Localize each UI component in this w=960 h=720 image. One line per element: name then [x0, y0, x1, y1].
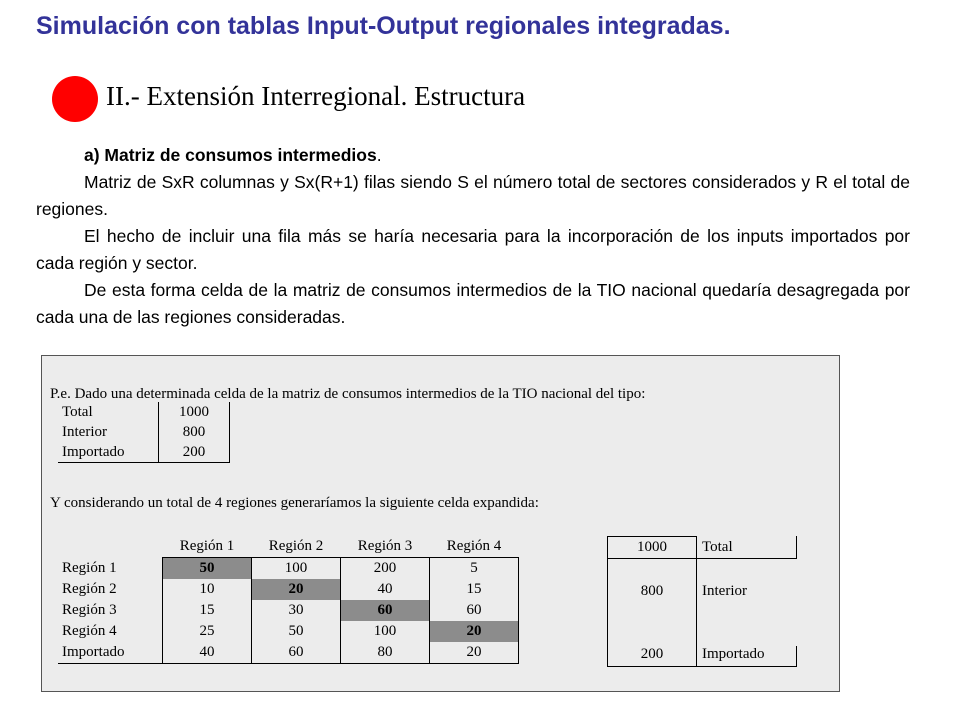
- cell-value: 20: [430, 642, 519, 664]
- totals-right-edge-top: [796, 536, 797, 558]
- figure-intro: P.e. Dado una determinada celda de la matriz de consumos intermedios de la TIO nacional del tipo:: [50, 386, 646, 402]
- totals-divider-right: [697, 558, 797, 559]
- table-row: [58, 402, 230, 422]
- table-row: [58, 558, 519, 580]
- cell-value: 100: [252, 558, 341, 580]
- row-label: Importado: [58, 442, 159, 463]
- totals-bottom-line: [697, 666, 797, 667]
- table-row: [58, 422, 230, 442]
- importado-label: Importado: [702, 646, 765, 662]
- row-label: Total: [62, 403, 93, 420]
- interior-value: 800: [640, 583, 664, 599]
- slide-title: Simulación con tablas Input-Output regionales integradas.: [36, 12, 731, 40]
- cell-value: 20: [252, 579, 341, 600]
- national-cell-table: [58, 402, 230, 463]
- cell-value: 30: [252, 600, 341, 621]
- column-header: Región 1: [163, 536, 252, 558]
- cell-value: 50: [163, 558, 252, 580]
- row-value: 200: [159, 442, 230, 463]
- importado-value: 200: [640, 646, 664, 662]
- body-text: [36, 142, 910, 331]
- column-header: Región 3: [341, 536, 430, 558]
- cell-value: 60: [430, 600, 519, 621]
- cell-value: 100: [341, 621, 430, 642]
- table-row: [58, 600, 519, 621]
- row-value: 800: [159, 422, 230, 442]
- cell-value: 25: [163, 621, 252, 642]
- table-row: [58, 579, 519, 600]
- table-row: [58, 442, 230, 463]
- table-row: [58, 642, 519, 664]
- cell-value: 15: [163, 600, 252, 621]
- section-heading: [36, 142, 910, 169]
- row-label: Importado: [58, 642, 163, 664]
- expanded-intro: Y considerando un total de 4 regiones generaríamos la siguiente celda expandida:: [50, 495, 539, 511]
- example-figure: [41, 355, 840, 692]
- cell-value: 15: [430, 579, 519, 600]
- total-label: Total: [702, 539, 733, 555]
- row-label: Región 2: [62, 581, 117, 597]
- paragraph-1: Matriz de SxR columnas y Sx(R+1) filas siendo S el número total de sectores considerados y R el total de regiones.: [36, 172, 910, 219]
- total-value: 1000: [637, 539, 667, 555]
- cell-value: 20: [430, 621, 519, 642]
- row-value: 1000: [159, 402, 230, 422]
- cell-value: 80: [341, 642, 430, 664]
- row-label: Región 4: [62, 623, 117, 639]
- header-row: [58, 536, 519, 558]
- heading-bold: a) Matriz de consumos intermedios: [84, 145, 377, 165]
- totals-right-edge-bottom: [796, 646, 797, 667]
- column-header: Región 2: [252, 536, 341, 558]
- paragraph-3: De esta forma celda de la matriz de consumos intermedios de la TIO nacional quedaría desagregada por cada una de las regiones consideradas.: [36, 280, 910, 327]
- corner-cell: [58, 536, 163, 558]
- cell-value: 60: [252, 642, 341, 664]
- interior-label: Interior: [702, 583, 747, 599]
- expanded-cell-table: [58, 536, 519, 664]
- table-row: [58, 621, 519, 642]
- heading-period: .: [376, 145, 382, 165]
- cell-value: 60: [341, 600, 430, 621]
- row-label: Interior: [62, 423, 107, 440]
- cell-value: 40: [163, 642, 252, 664]
- row-label: Región 1: [62, 559, 117, 576]
- section-subtitle: II.- Extensión Interregional. Estructura: [106, 81, 526, 111]
- paragraph-2: El hecho de incluir una fila más se haría necesaria para la incorporación de los inputs importados por cada región y sector.: [36, 226, 910, 273]
- cell-value: 40: [341, 579, 430, 600]
- red-circle-bullet-icon: [52, 76, 98, 122]
- column-header: Región 4: [430, 536, 519, 558]
- cell-value: 200: [341, 558, 430, 580]
- totals-divider: [607, 558, 697, 559]
- cell-value: 50: [252, 621, 341, 642]
- cell-value: 5: [430, 558, 519, 580]
- cell-value: 10: [163, 579, 252, 600]
- row-label: Región 3: [62, 602, 117, 618]
